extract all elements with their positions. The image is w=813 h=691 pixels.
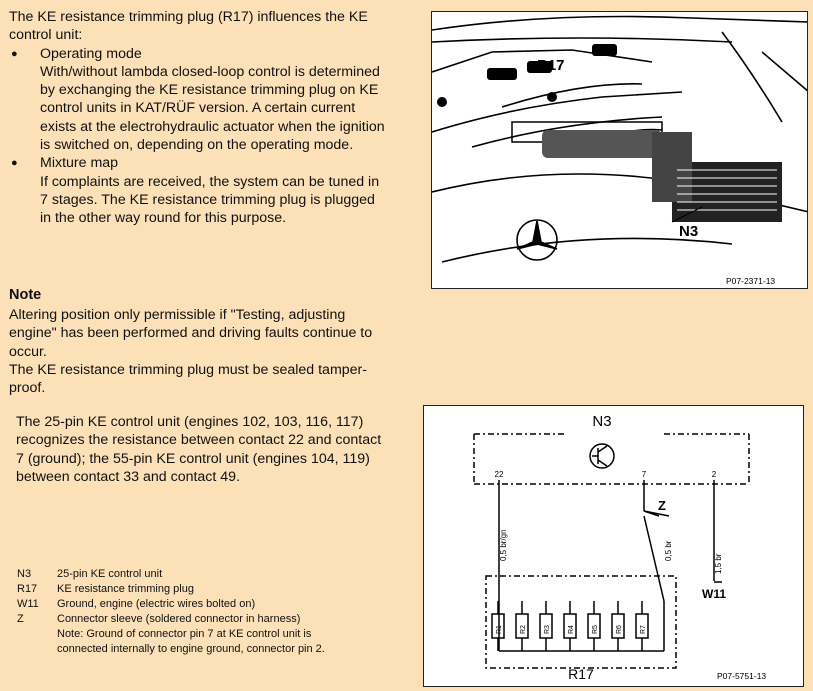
bullet-text: If complaints are received, the system can be tuned in 7 stages. The KE resistance trimming plug is plugged in the other way round for this purpose.: [40, 173, 380, 227]
pin-7-label: 7: [641, 470, 647, 479]
engine-bay-illustration: [431, 11, 808, 289]
legend-desc: 25-pin KE control unit: [57, 568, 163, 580]
legend-desc: connected internally to engine ground, connector pin 2.: [57, 643, 325, 655]
diagram-ref: P07-5751-13: [717, 671, 767, 681]
mercedes-star-icon: [517, 220, 557, 260]
resistor-label: R2: [520, 625, 527, 634]
label-r17: R17: [537, 57, 565, 74]
wire-left-label: 0,5 br/gn: [499, 529, 508, 561]
legend-desc: KE resistance trimming plug: [57, 583, 194, 595]
wire-mid-label: 0,5 br: [664, 540, 673, 561]
legend-code: [17, 642, 57, 657]
resistor-label: R5: [592, 625, 599, 634]
resistor-label: R4: [568, 625, 575, 634]
legend-code: W11: [17, 598, 39, 610]
label-r17: R17: [568, 666, 594, 682]
legend: [17, 567, 377, 657]
label-w11: W11: [702, 587, 727, 601]
note-body: [9, 306, 389, 397]
legend-row: [17, 597, 377, 612]
bullet-title: Mixture map: [40, 155, 119, 172]
legend-code: [17, 627, 57, 642]
pin-2-label: 2: [711, 470, 717, 479]
bullet-operating-mode: [9, 45, 389, 63]
legend-code: N3: [17, 568, 32, 580]
resistor-label: R3: [544, 625, 551, 634]
resistor-label: R7: [640, 625, 647, 634]
legend-row: [17, 642, 377, 657]
label-z: Z: [658, 498, 666, 513]
legend-row: [17, 612, 377, 627]
engine-bay-drawing: [432, 12, 808, 289]
legend-desc: Connector sleeve (soldered connector in harness): [57, 613, 301, 625]
legend-row: [17, 627, 377, 642]
bullet-title: Operating mode: [40, 45, 142, 62]
legend-code: Z: [17, 613, 24, 625]
intro-lead: The KE resistance trimming plug (R17) influences the KE control unit:: [9, 9, 368, 44]
bullet-text: With/without lambda closed-loop control is determined by exchanging the KE resistance trimming plug on KE control units in KAT/RÜF version. A certain current exists at the electrohydraulic actuator when the ignition is switched on, depending on the operating mode.: [40, 63, 385, 154]
legend-row: [17, 567, 377, 582]
legend-row: [17, 582, 377, 597]
intro-section: [9, 8, 389, 228]
resistor-label: R1: [496, 625, 503, 634]
pin-22-label: 22: [494, 470, 504, 479]
wiring-diagram-drawing: [424, 406, 804, 687]
resistor-label: R6: [616, 625, 623, 634]
legend-desc: Note: Ground of connector pin 7 at KE control unit is: [57, 628, 312, 640]
label-n3: N3: [679, 223, 699, 240]
wire-right-label: 1,5 br: [714, 553, 723, 574]
wiring-diagram: [423, 405, 804, 687]
bullet-mixture-map: [9, 154, 389, 172]
label-n3: N3: [592, 413, 612, 430]
bullet-icon: ●: [11, 157, 18, 170]
legend-desc: Ground, engine (electric wires bolted on): [57, 598, 256, 610]
bullet-icon: ●: [11, 47, 18, 60]
note-line: Altering position only permissible if "Testing, adjusting engine" has been performed and driving faults continue to occur.: [9, 307, 373, 360]
legend-code: R17: [17, 583, 38, 595]
contact-paragraph: The 25-pin KE control unit (engines 102, 103, 116, 117) recognizes the resistance between contact 22 and contact 7 (ground); the 55-pin KE control unit (engines 104, 119) between contact 33 and contact 49.: [16, 414, 382, 485]
note-line: The KE resistance trimming plug must be sealed tamper-proof.: [9, 361, 367, 397]
photo-ref: P07-2371-13: [726, 276, 776, 286]
note-heading: Note: [9, 287, 42, 303]
